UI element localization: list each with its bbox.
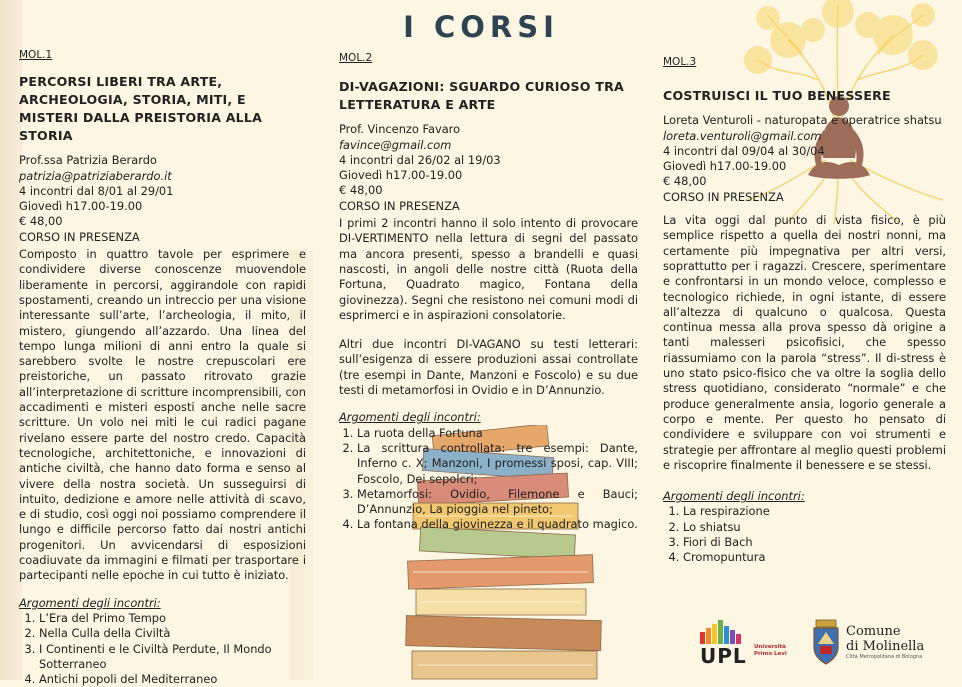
topic-item: 2. La scrittura controllata: tre esempi: Dante, Inferno c. X; Manzoni, I promessi sposi, cap. VIII; Foscolo, Dei sepolcri; <box>357 441 638 487</box>
course-teacher: Loreta Venturoli - naturopata e operatrice shatsu <box>663 113 942 128</box>
course-info <box>19 153 306 245</box>
molinella-crest-icon <box>810 618 842 666</box>
topics-list <box>339 426 638 533</box>
course-code: MOL.2 <box>339 52 373 64</box>
course-price: € 48,00 <box>339 183 383 198</box>
course-description-2: Altri due incontri DI-VAGANO su testi letterari: sull’esigenza di essere produzioni assai controllate (tre esempi in Dante, Manzoni e Foscolo) e su due testi di metamorfosi in Ovidio e in D’Annunzio. <box>339 337 638 398</box>
page-title: I CORSI <box>403 10 559 44</box>
course-price: € 48,00 <box>663 174 707 189</box>
topic-item: 3. Metamorfosi: Ovidio, Filemone e Bauci; D’Annunzio, La pioggia nel pineto; <box>357 487 638 518</box>
comune-logo-text <box>846 624 924 661</box>
topic-item: 3. I Continenti e le Civiltà Perdute, Il Mondo Sotterraneo <box>39 642 306 673</box>
upl-logo-subtitle: Università Primo Levi <box>754 644 787 657</box>
topic-item: 1. L’Era del Primo Tempo <box>39 611 306 626</box>
course-description: I primi 2 incontri hanno il solo intento di provocare DI-VERTIMENTO nella lettura di segni del passato ma ancora presenti, spesso a brandelli e quasi nascosti, in angoli delle nostre città (Ruota della Fortuna, Quadrato magico, Fontana della giovinezza). Segni che resistono nei comuni modi di esprimerci e in aspirazioni consolatorie. <box>339 216 638 322</box>
topic-item: 4. Cromopuntura <box>683 550 946 565</box>
topic-item: 4. Antichi popoli del Mediterraneo <box>39 672 306 687</box>
course-code: MOL.3 <box>663 56 697 68</box>
course-dates: 4 incontri dal 26/02 al 19/03 <box>339 152 501 167</box>
course-mode: CORSO IN PRESENZA <box>19 229 140 244</box>
course-teacher: Prof.ssa Patrizia Berardo <box>19 153 157 168</box>
upl-logo-icon <box>700 618 748 644</box>
topic-item: 2. Nella Culla della Civiltà <box>39 626 306 641</box>
course-column-1 <box>19 48 306 687</box>
course-column-2 <box>339 51 638 533</box>
footer-logos <box>700 618 950 670</box>
topic-item: 2. Lo shiatsu <box>683 520 946 535</box>
topics-heading: Argomenti degli incontri: <box>663 489 805 504</box>
topics-list <box>663 504 946 565</box>
course-dates: 4 incontri dal 8/01 al 29/01 <box>19 183 174 198</box>
course-teacher: Prof. Vincenzo Favaro <box>339 122 461 137</box>
topic-item: 1. La ruota della Fortuna <box>357 426 638 441</box>
course-title: DI-VAGAZIONI: SGUARDO CURIOSO TRA LETTERATURA E ARTE <box>339 79 624 113</box>
topics-heading: Argomenti degli incontri: <box>19 595 161 610</box>
course-time: Giovedì h17.00-19.00 <box>19 199 143 214</box>
course-title: COSTRUISCI IL TUO BENESSERE <box>663 88 891 104</box>
course-dates: 4 incontri dal 09/04 al 30/04 <box>663 143 825 158</box>
course-description: Composto in quattro tavole per esprimere e condividere diverse conoscenze muovendole liberamente in percorsi, aggirandole con rapidi spostamenti, creando un intreccio per una visione interessante sull’arte, l’archeologia, il mito, il mistero, giungendo all’azzardo. Una linea del tempo lunga milioni di anni entro la quale si sarebbero svolte le nostre crepuscolari ere preistoriche, un passato ritrovato grazie all’interpretazione di scritture incomprensibili, con accadimenti e misteri esposti anche nelle sacre scritture. Un volo nei miti le cui radici pagane rivelano essere parte del nostro credo. Capacità tecnologiche, architettoniche, e innovazioni di antiche civiltà, che hanno dato forma e senso al vivere della nostra società. Un susseguirsi di intuito, dedizione e amore nelle attività di scavo, e di studio, così oggi noi possiamo comprendere il lungo e difficile percorso fatto dai nostri antichi progenitori. Un avvicendarsi di esposizioni coadiuvate da immagini e filmati per trasportare i partecipanti nelle epoche in cui tutto è iniziato. <box>19 247 306 583</box>
comune-line-2: di Molinella <box>846 639 925 654</box>
topics-heading: Argomenti degli incontri: <box>339 410 481 425</box>
comune-line-1: Comune <box>846 624 901 639</box>
course-time: Giovedì h17.00-19.00 <box>663 159 787 174</box>
course-info <box>663 113 946 205</box>
topic-item: 1. La respirazione <box>683 504 946 519</box>
course-info <box>339 122 638 214</box>
course-email[interactable]: patrizia@patriziaberardo.it <box>19 168 172 183</box>
course-mode: CORSO IN PRESENZA <box>663 189 784 204</box>
topic-item: 4. La fontana della giovinezza e il quadrato magico. <box>357 517 638 532</box>
course-time: Giovedì h17.00-19.00 <box>339 168 463 183</box>
upl-logo-text: UPL <box>700 644 747 668</box>
course-price: € 48,00 <box>19 214 63 229</box>
course-mode: CORSO IN PRESENZA <box>339 198 460 213</box>
course-email[interactable]: favince@gmail.com <box>339 137 452 152</box>
course-title: PERCORSI LIBERI TRA ARTE, ARCHEOLOGIA, STORIA, MITI, E MISTERI DALLA PREISTORIA ALLA STORIA <box>19 74 263 144</box>
course-code: MOL.1 <box>19 49 53 61</box>
course-column-3 <box>663 55 946 566</box>
topic-item: 3. Fiori di Bach <box>683 535 946 550</box>
topics-list <box>19 611 306 687</box>
course-email[interactable]: loreta.venturoli@gmail.com <box>663 128 822 143</box>
course-description: La vita oggi dal punto di vista fisico, è più semplice rispetto a quella dei nostri nonni, ma certamente più impegnativa per altri versi, soprattutto per i ragazzi. Crescere, sperimentare e confrontarsi in un mondo veloce, complesso e tecnologico richiede, in ogni istante, di essere all’altezza di qualcuno o qualcosa. Questa continua messa alla prova spesso dà origine a tanti malesseri psicofisici, che spesso riassumiamo con la parola “stress”. Il di-stress è uno stato psico-fisico che va oltre la soglia dello stress quotidiano, considerato “normale” e che produce generalmente ansia, logorio generale a corpo e mente. Per questo ho pensato di condividere e sviluppare con voi strumenti e strategie per affrontare al meglio questi problemi e riscoprire finalmente il benessere e se stessi. <box>663 213 946 472</box>
comune-subtitle: Città Metropolitana di Bologna <box>846 654 923 660</box>
